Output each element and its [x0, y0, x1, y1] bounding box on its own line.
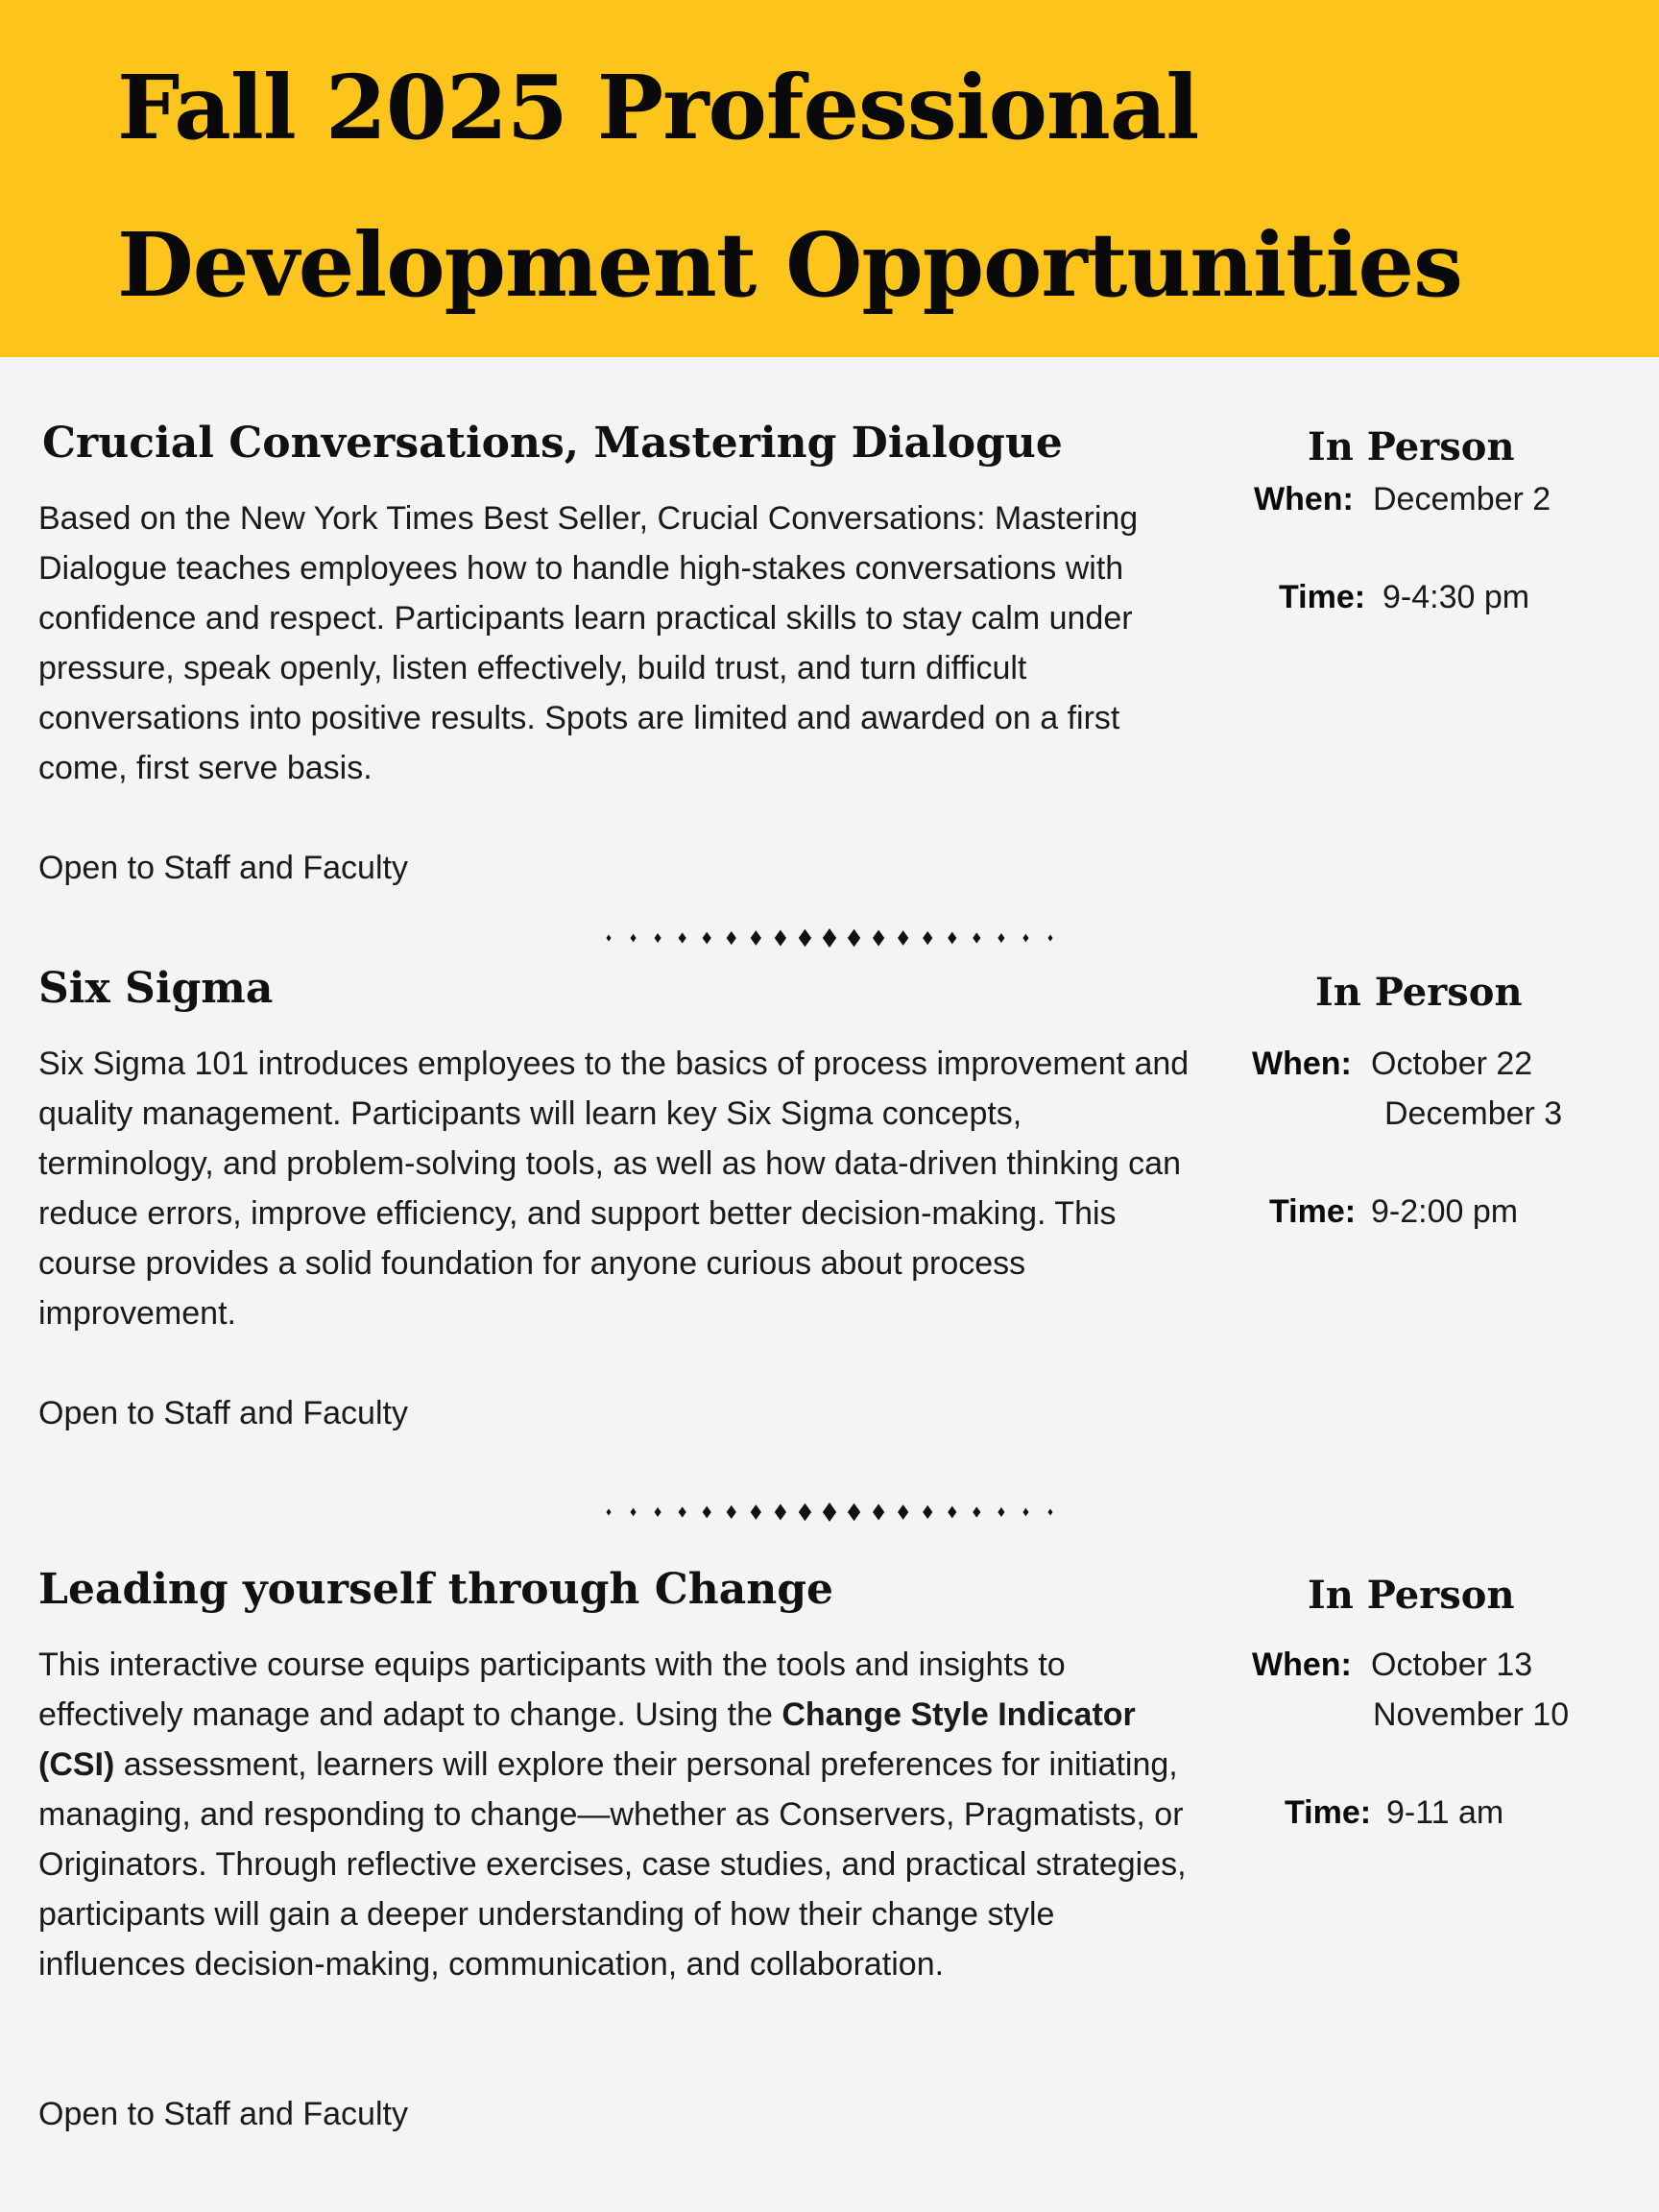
diamond-mark [898, 930, 908, 946]
date-value: December 2 [1373, 481, 1551, 517]
diamond-mark [606, 935, 611, 942]
diamond-mark [823, 1503, 836, 1522]
diamond-mark [775, 929, 786, 946]
time-label: Time: [1285, 1794, 1372, 1831]
course-title: Crucial Conversations, Mastering Dialogue [42, 419, 1063, 468]
diamond-mark [727, 931, 736, 945]
description-emphasis: Change Style Indicator (CSI) [38, 1696, 1136, 1783]
diamond-mark [727, 1505, 736, 1519]
diamond-mark [631, 1508, 637, 1516]
date-value: October 22 [1371, 1046, 1533, 1082]
diamond-mark [1022, 1508, 1028, 1516]
diamond-mark [606, 1509, 611, 1516]
course-mode: In Person [1308, 424, 1515, 469]
diamond-mark [923, 1505, 932, 1519]
diamond-mark [973, 932, 980, 943]
diamond-ornament-icon [603, 1500, 1056, 1525]
when-label: When: [1252, 1046, 1352, 1082]
time-label: Time: [1279, 579, 1366, 615]
diamond-mark [751, 930, 761, 946]
diamond-mark [948, 1506, 956, 1519]
course-description [38, 1640, 1190, 1989]
course-title: Six Sigma [38, 964, 274, 1013]
course-audience: Open to Staff and Faculty [38, 1395, 408, 1431]
diamond-mark [873, 929, 884, 946]
diamond-mark [1022, 934, 1028, 942]
diamond-mark [751, 1504, 761, 1520]
diamond-mark [873, 1503, 884, 1520]
diamond-mark [1047, 1509, 1052, 1516]
course-description: Based on the New York Times Best Seller, Crucial Conversations: Mastering Dialogue teaches employees how to handle high-stakes conversations with confidence and respect. Participants learn practical skills to stay calm under pressure, speak openly, listen effectively, build trust, and turn difficult conversations into positive results. Spots are limited and awarded on a first come, first serve basis. [38, 500, 1139, 786]
course-audience: Open to Staff and Faculty [38, 850, 408, 886]
diamond-mark [655, 933, 661, 943]
page-title-line-1: Fall 2025 Professional [117, 56, 1199, 159]
diamond-ornament-icon [603, 926, 1056, 950]
course-title: Leading yourself through Change [38, 1565, 833, 1614]
diamond-mark [703, 1506, 711, 1519]
diamond-mark [898, 1504, 908, 1520]
page-title-line-2: Development Opportunities [117, 213, 1462, 317]
diamond-mark [823, 928, 836, 948]
diamond-mark [998, 933, 1004, 943]
time-label: Time: [1269, 1193, 1357, 1230]
time-value: 9-2:00 pm [1371, 1193, 1519, 1230]
when-label: When: [1252, 1647, 1352, 1683]
course-mode: In Person [1308, 1573, 1515, 1618]
diamond-mark [631, 934, 637, 942]
diamond-mark [923, 931, 932, 945]
time-value: 9-4:30 pm [1382, 579, 1530, 615]
page-title [117, 29, 1615, 344]
when-label: When: [1254, 481, 1354, 517]
diamond-mark [998, 1507, 1004, 1517]
when-row [1254, 474, 1354, 524]
diamond-mark [948, 932, 956, 945]
date-value: October 13 [1371, 1647, 1533, 1683]
date-value: December 3 [1384, 1095, 1563, 1132]
course-audience: Open to Staff and Faculty [38, 2096, 408, 2132]
diamond-mark [973, 1506, 980, 1517]
diamond-mark [679, 932, 686, 943]
diamond-mark [799, 929, 811, 948]
diamond-mark [703, 932, 711, 945]
diamond-mark [679, 1506, 686, 1517]
diamond-mark [1047, 935, 1052, 942]
diamond-mark [799, 1503, 811, 1522]
diamond-mark [848, 929, 860, 948]
course-mode: In Person [1315, 970, 1523, 1015]
date-value: November 10 [1373, 1696, 1570, 1733]
diamond-mark [655, 1507, 661, 1517]
description-text: This interactive course equips participants with the tools and insights to effectively manage and adapt to change. Using the [38, 1647, 1066, 1733]
diamond-mark [848, 1503, 860, 1522]
diamond-mark [775, 1503, 786, 1520]
time-value: 9-11 am [1386, 1794, 1504, 1831]
description-text: assessment, learners will explore their personal preferences for initiating, managing, and responding to change—whether as Conservers, Pragmatists, or Originators. Through reflective exercises, case studies, and practical strategies, participants will gain a deeper understanding of how their change style influences decision-making, communication, and collaboration. [38, 1746, 1187, 1983]
course-description: Six Sigma 101 introduces employees to the basics of process improvement and quality management. Participants will learn key Six Sigma concepts, terminology, and problem-solving tools, as well as how data-driven thinking can reduce errors, improve efficiency, and support better decision-making. This course provides a solid foundation for anyone curious about process improvement. [38, 1046, 1190, 1332]
header-banner [0, 0, 1659, 357]
